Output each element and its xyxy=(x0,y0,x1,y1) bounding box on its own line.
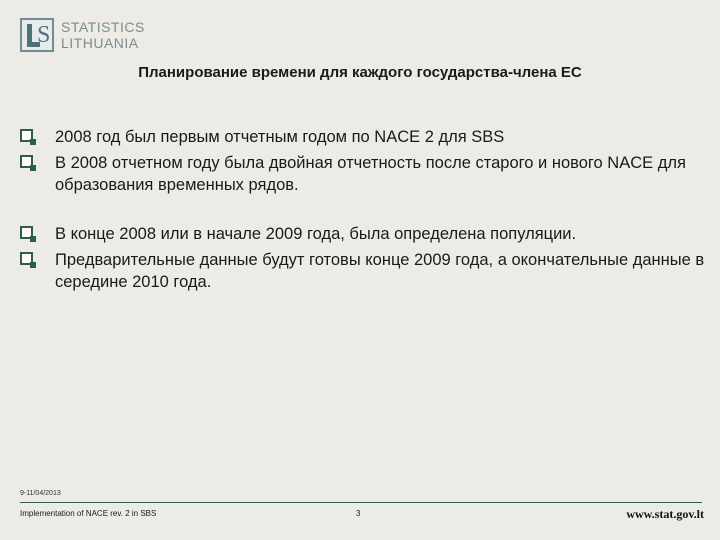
bullet-text: В 2008 отчетном году была двойная отчетность после старого и нового NACE для образования временных рядов. xyxy=(55,154,686,194)
bullet-item xyxy=(20,126,710,148)
checkbox-bullet-icon xyxy=(20,226,33,239)
logo-text xyxy=(61,19,145,51)
bullet-item xyxy=(20,223,710,245)
bullet-group xyxy=(20,126,710,196)
bullet-text: В конце 2008 или в начале 2009 года, была определена популяции. xyxy=(55,225,577,243)
checkbox-bullet-icon xyxy=(20,252,33,265)
logo-line-2: LITHUANIA xyxy=(61,35,139,51)
slide-title: Планирование времени для каждого государства-члена ЕС xyxy=(138,64,582,81)
page-number: 3 xyxy=(356,509,361,518)
footer-website-link[interactable]: www.stat.gov.lt xyxy=(626,507,704,521)
bullet-item xyxy=(20,249,710,293)
bullet-text: 2008 год был первым отчетным годом по NACE 2 для SBS xyxy=(55,128,505,146)
statistics-lithuania-logo xyxy=(20,18,145,52)
footer-presentation-title: Implementation of NACE rev. 2 in SBS xyxy=(20,509,157,518)
footer-date: 9-11/04/2013 xyxy=(20,490,61,497)
ls-logo-icon: S xyxy=(20,18,54,52)
bullet-list xyxy=(20,126,710,320)
bullet-text: Предварительные данные будут готовы конце 2009 года, а окончательные данные в середине 2010 года. xyxy=(55,251,705,291)
footer-divider xyxy=(20,502,702,503)
checkbox-bullet-icon xyxy=(20,155,33,168)
bullet-item xyxy=(20,152,710,196)
bullet-group xyxy=(20,223,710,293)
logo-line-1: STATISTICS xyxy=(61,19,145,35)
checkbox-bullet-icon xyxy=(20,129,33,142)
